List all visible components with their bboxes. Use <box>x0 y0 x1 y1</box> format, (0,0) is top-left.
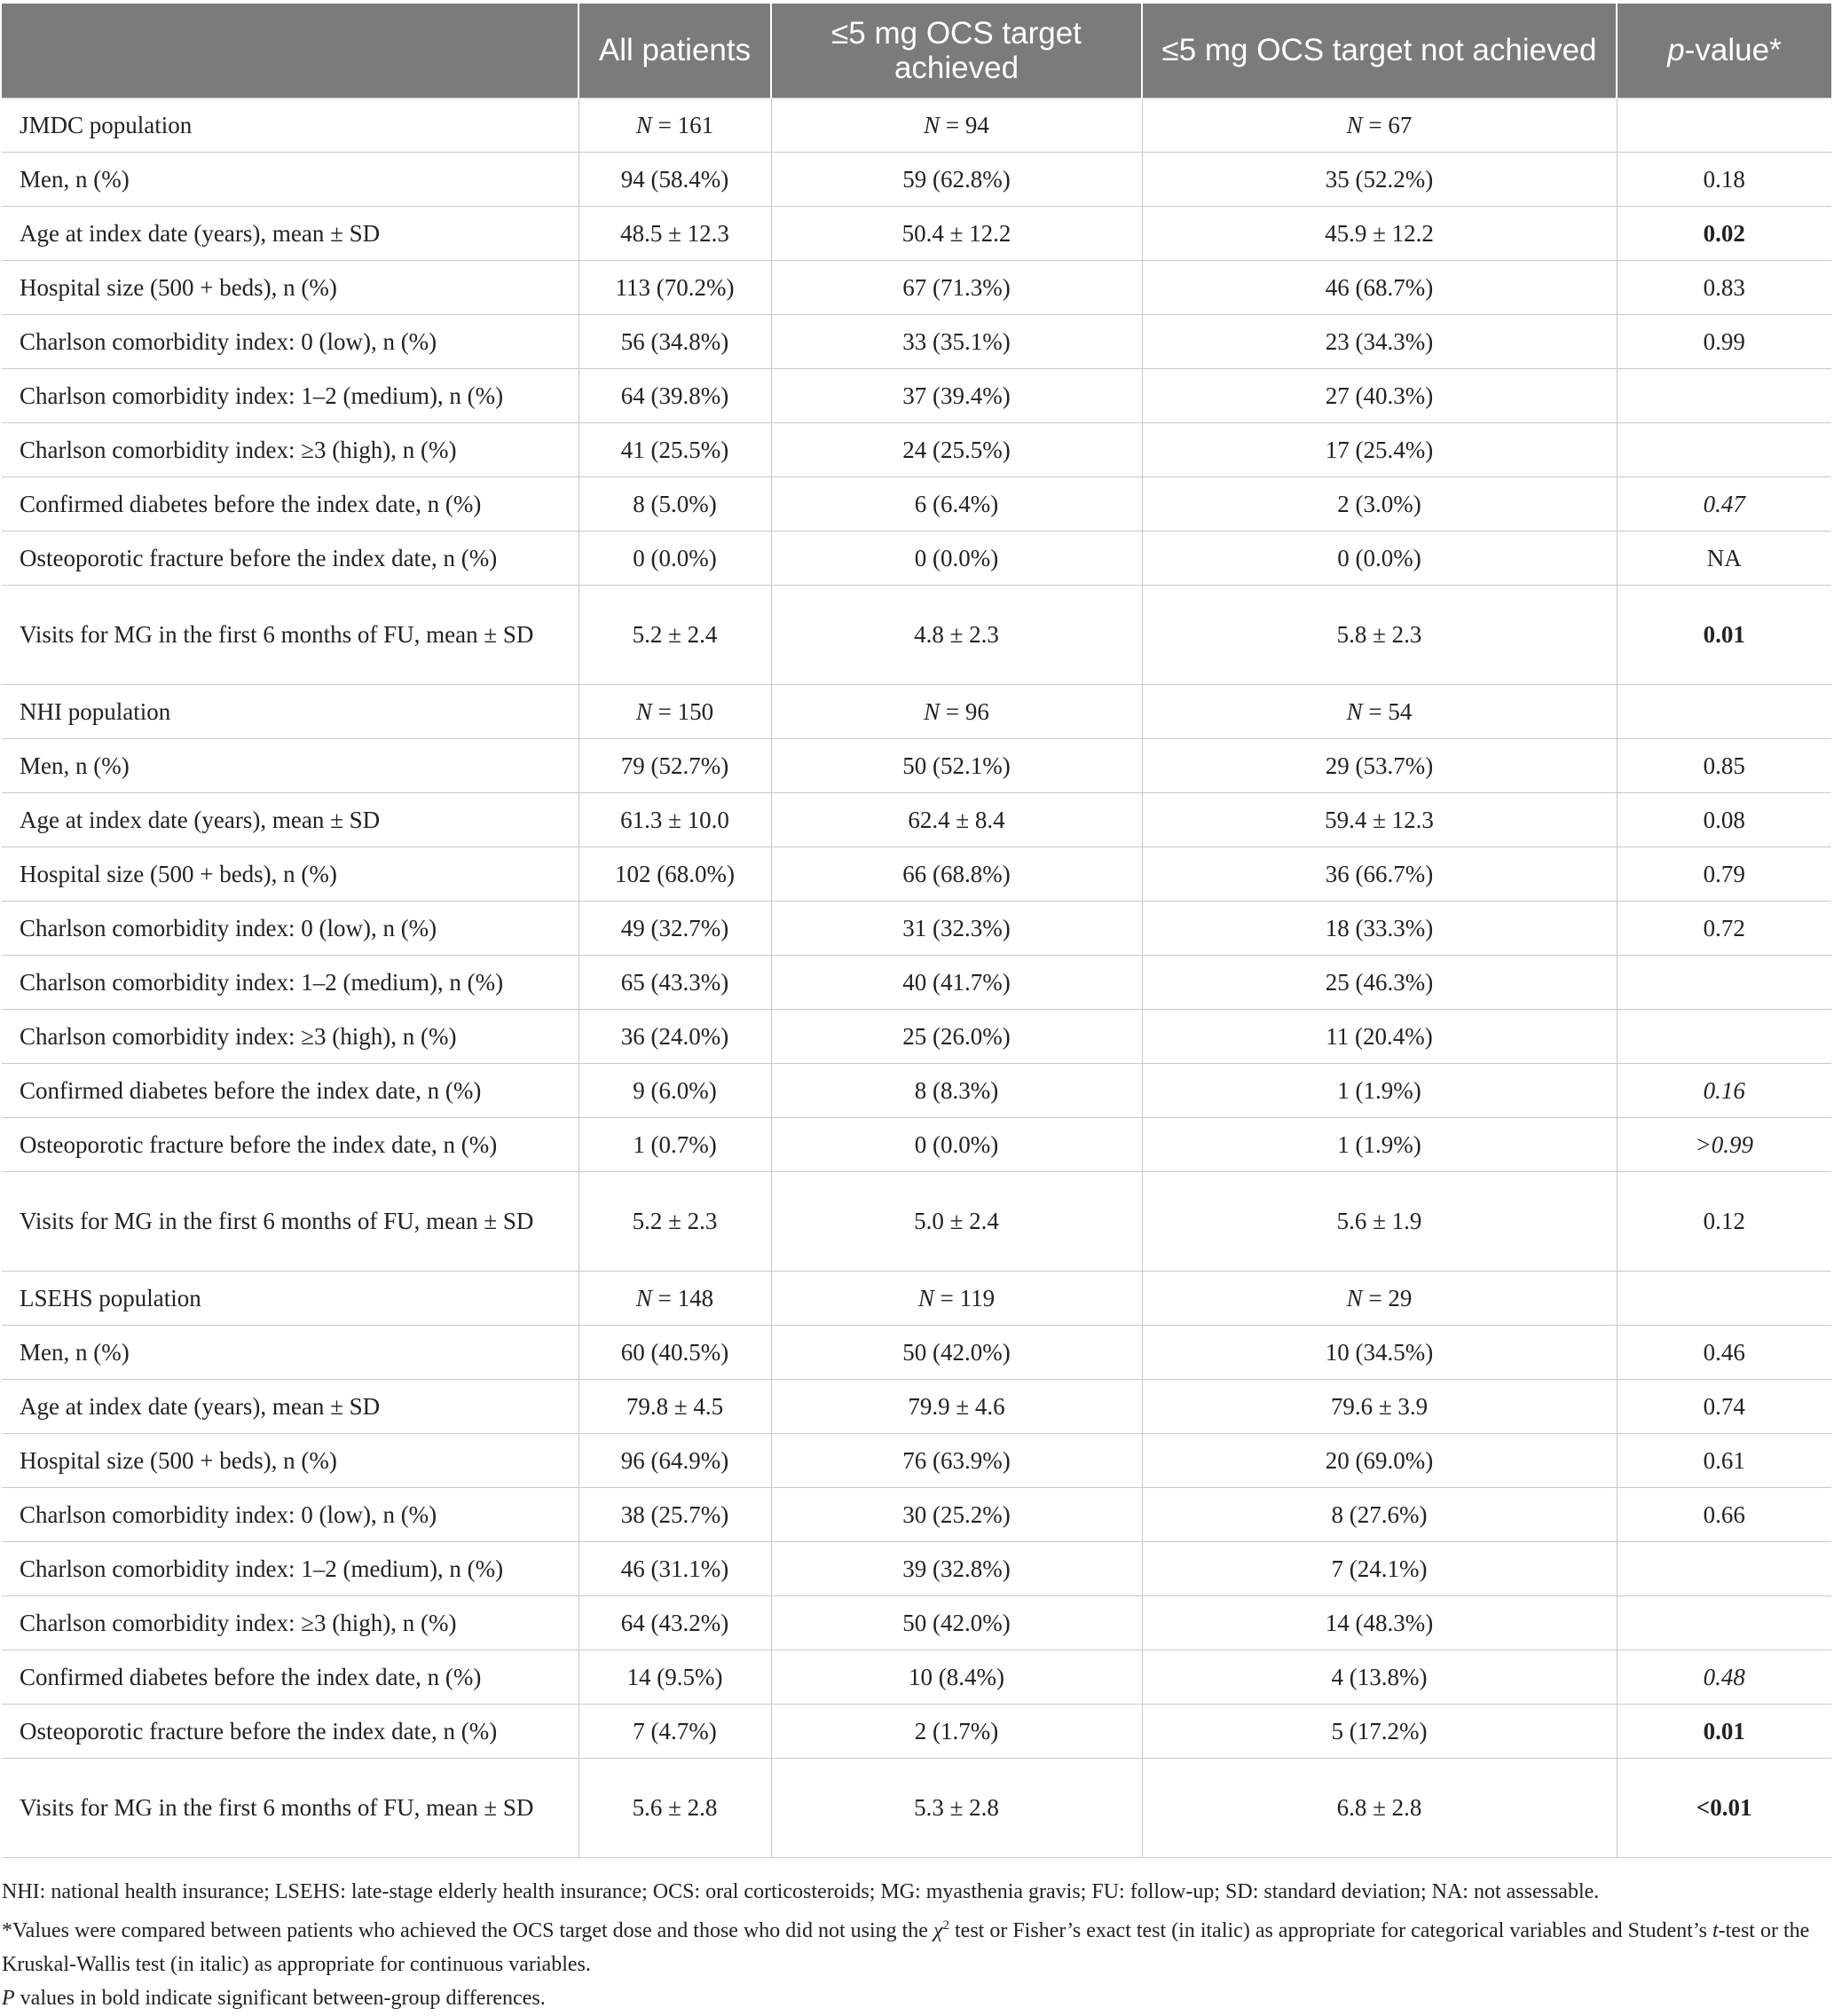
cell-p-value: 0.61 <box>1617 1433 1831 1487</box>
table-row <box>2 1758 1831 1857</box>
row-label: Charlson comorbidity index: 0 (low), n (%) <box>2 901 579 955</box>
row-label: Hospital size (500 + beds), n (%) <box>2 1433 579 1487</box>
cell-p-value: 0.85 <box>1617 738 1831 792</box>
table-row <box>2 152 1831 206</box>
row-label: Visits for MG in the first 6 months of FU, mean ± SD <box>2 1758 579 1857</box>
cell-target-not-achieved: 79.6 ± 3.9 <box>1142 1379 1617 1433</box>
cell-target-not-achieved: 27 (40.3%) <box>1142 368 1617 422</box>
cell-p-value: 0.01 <box>1617 585 1831 684</box>
cell-p-value: 0.66 <box>1617 1487 1831 1541</box>
cell-p-value: 0.12 <box>1617 1171 1831 1271</box>
cell-target-achieved: 50.4 ± 12.2 <box>771 206 1142 260</box>
cell-target-achieved: 40 (41.7%) <box>771 955 1142 1009</box>
row-label: Men, n (%) <box>2 1325 579 1379</box>
cell-p-value <box>1617 1541 1831 1595</box>
cell-p-value <box>1617 1009 1831 1063</box>
row-label: Charlson comorbidity index: 0 (low), n (%) <box>2 314 579 368</box>
cell-all-patients: 5.6 ± 2.8 <box>579 1758 771 1857</box>
cell-target-achieved: 59 (62.8%) <box>771 152 1142 206</box>
cell-all-patients: 64 (39.8%) <box>579 368 771 422</box>
table-row <box>2 1433 1831 1487</box>
cell-p-value: 0.74 <box>1617 1379 1831 1433</box>
table-row <box>2 585 1831 684</box>
cell-p-value: <0.01 <box>1617 1758 1831 1857</box>
cell-target-not-achieved: 59.4 ± 12.3 <box>1142 792 1617 847</box>
section-n-n-all: N = 150 <box>579 684 771 738</box>
cell-all-patients: 48.5 ± 12.3 <box>579 206 771 260</box>
header-p-value: p-value* <box>1617 4 1831 98</box>
table-row <box>2 1379 1831 1433</box>
cell-p-value: >0.99 <box>1617 1117 1831 1171</box>
section-p-empty <box>1617 1271 1831 1325</box>
header-target-not-achieved: ≤5 mg OCS target not achieved <box>1142 4 1617 98</box>
cell-all-patients: 56 (34.8%) <box>579 314 771 368</box>
cell-all-patients: 113 (70.2%) <box>579 260 771 314</box>
row-label: Confirmed diabetes before the index date, n (%) <box>2 476 579 531</box>
row-label: Visits for MG in the first 6 months of FU, mean ± SD <box>2 1171 579 1271</box>
cell-target-achieved: 50 (52.1%) <box>771 738 1142 792</box>
cell-target-not-achieved: 10 (34.5%) <box>1142 1325 1617 1379</box>
cell-target-not-achieved: 29 (53.7%) <box>1142 738 1617 792</box>
table-row <box>2 314 1831 368</box>
cell-target-not-achieved: 5.8 ± 2.3 <box>1142 585 1617 684</box>
cell-p-value: 0.16 <box>1617 1063 1831 1117</box>
row-label: Age at index date (years), mean ± SD <box>2 1379 579 1433</box>
cell-target-not-achieved: 36 (66.7%) <box>1142 847 1617 901</box>
footnote-statistics: *Values were compared between patients who achieved the OCS target dose and those who did not using the $\chi^2$ test or Fisher’s exact test (in italic) as appropriate for categorical variables and Student’s t-test or the Kruskal-Wallis test (in italic) as appropriate for continuous variables. <box>2 1918 1810 1976</box>
cell-target-achieved: 50 (42.0%) <box>771 1595 1142 1650</box>
cell-p-value: 0.47 <box>1617 476 1831 531</box>
cell-target-achieved: 79.9 ± 4.6 <box>771 1379 1142 1433</box>
row-label: Confirmed diabetes before the index date, n (%) <box>2 1650 579 1704</box>
cell-p-value: 0.08 <box>1617 792 1831 847</box>
cell-all-patients: 8 (5.0%) <box>579 476 771 531</box>
table-row <box>2 1117 1831 1171</box>
cell-p-value <box>1617 1595 1831 1650</box>
table-row <box>2 1171 1831 1271</box>
cell-target-achieved: 4.8 ± 2.3 <box>771 585 1142 684</box>
cell-p-value: 0.79 <box>1617 847 1831 901</box>
cell-target-not-achieved: 8 (27.6%) <box>1142 1487 1617 1541</box>
cell-p-value: 0.48 <box>1617 1650 1831 1704</box>
cell-p-value: 0.02 <box>1617 206 1831 260</box>
section-n-n-not: N = 54 <box>1142 684 1617 738</box>
section-n-n-all: N = 148 <box>579 1271 771 1325</box>
row-label: Age at index date (years), mean ± SD <box>2 206 579 260</box>
section-p-empty <box>1617 98 1831 152</box>
cell-target-not-achieved: 5.6 ± 1.9 <box>1142 1171 1617 1271</box>
cell-target-not-achieved: 23 (34.3%) <box>1142 314 1617 368</box>
table-row <box>2 422 1831 476</box>
table-row <box>2 1595 1831 1650</box>
section-title: LSEHS population <box>2 1271 579 1325</box>
cell-target-achieved: 2 (1.7%) <box>771 1704 1142 1758</box>
cell-target-not-achieved: 1 (1.9%) <box>1142 1063 1617 1117</box>
cell-target-not-achieved: 7 (24.1%) <box>1142 1541 1617 1595</box>
cell-target-achieved: 62.4 ± 8.4 <box>771 792 1142 847</box>
table-header <box>2 4 1831 98</box>
cell-target-not-achieved: 20 (69.0%) <box>1142 1433 1617 1487</box>
cell-all-patients: 94 (58.4%) <box>579 152 771 206</box>
cell-target-not-achieved: 2 (3.0%) <box>1142 476 1617 531</box>
cell-target-not-achieved: 5 (17.2%) <box>1142 1704 1617 1758</box>
cell-p-value <box>1617 368 1831 422</box>
row-label: Charlson comorbidity index: 1–2 (medium), n (%) <box>2 955 579 1009</box>
table-row <box>2 476 1831 531</box>
cell-target-achieved: 24 (25.5%) <box>771 422 1142 476</box>
section-n-n-achieved: N = 119 <box>771 1271 1142 1325</box>
cell-all-patients: 49 (32.7%) <box>579 901 771 955</box>
cell-all-patients: 96 (64.9%) <box>579 1433 771 1487</box>
section-row <box>2 1271 1831 1325</box>
cell-p-value: NA <box>1617 531 1831 585</box>
cell-target-not-achieved: 11 (20.4%) <box>1142 1009 1617 1063</box>
row-label: Visits for MG in the first 6 months of FU, mean ± SD <box>2 585 579 684</box>
cell-target-achieved: 5.0 ± 2.4 <box>771 1171 1142 1271</box>
cell-target-not-achieved: 6.8 ± 2.8 <box>1142 1758 1617 1857</box>
table-row <box>2 1063 1831 1117</box>
row-label: Hospital size (500 + beds), n (%) <box>2 260 579 314</box>
cell-all-patients: 79 (52.7%) <box>579 738 771 792</box>
row-label: Osteoporotic fracture before the index date, n (%) <box>2 1704 579 1758</box>
table-row <box>2 847 1831 901</box>
section-title: NHI population <box>2 684 579 738</box>
table-row <box>2 1009 1831 1063</box>
row-label: Charlson comorbidity index: 1–2 (medium), n (%) <box>2 368 579 422</box>
row-label: Charlson comorbidity index: 1–2 (medium), n (%) <box>2 1541 579 1595</box>
row-label: Charlson comorbidity index: ≥3 (high), n (%) <box>2 422 579 476</box>
cell-all-patients: 65 (43.3%) <box>579 955 771 1009</box>
table-body <box>2 98 1831 1857</box>
cell-all-patients: 5.2 ± 2.4 <box>579 585 771 684</box>
cell-all-patients: 0 (0.0%) <box>579 531 771 585</box>
cell-target-achieved: 5.3 ± 2.8 <box>771 1758 1142 1857</box>
table-row <box>2 206 1831 260</box>
cell-all-patients: 79.8 ± 4.5 <box>579 1379 771 1433</box>
section-n-n-all: N = 161 <box>579 98 771 152</box>
row-label: Charlson comorbidity index: ≥3 (high), n (%) <box>2 1595 579 1650</box>
cell-target-not-achieved: 45.9 ± 12.2 <box>1142 206 1617 260</box>
row-label: Hospital size (500 + beds), n (%) <box>2 847 579 901</box>
cell-target-not-achieved: 18 (33.3%) <box>1142 901 1617 955</box>
cell-p-value: 0.18 <box>1617 152 1831 206</box>
row-label: Confirmed diabetes before the index date, n (%) <box>2 1063 579 1117</box>
cell-all-patients: 9 (6.0%) <box>579 1063 771 1117</box>
cell-all-patients: 64 (43.2%) <box>579 1595 771 1650</box>
table-row <box>2 1541 1831 1595</box>
cell-p-value: 0.72 <box>1617 901 1831 955</box>
cell-target-not-achieved: 0 (0.0%) <box>1142 531 1617 585</box>
cell-all-patients: 7 (4.7%) <box>579 1704 771 1758</box>
table-row <box>2 955 1831 1009</box>
section-title: JMDC population <box>2 98 579 152</box>
row-label: Men, n (%) <box>2 152 579 206</box>
row-label: Charlson comorbidity index: 0 (low), n (%) <box>2 1487 579 1541</box>
table-row <box>2 1704 1831 1758</box>
cell-target-not-achieved: 35 (52.2%) <box>1142 152 1617 206</box>
header-target-achieved: ≤5 mg OCS target achieved <box>771 4 1142 98</box>
cell-all-patients: 36 (24.0%) <box>579 1009 771 1063</box>
section-n-n-achieved: N = 96 <box>771 684 1142 738</box>
section-row <box>2 98 1831 152</box>
cell-p-value <box>1617 955 1831 1009</box>
section-n-n-not: N = 67 <box>1142 98 1617 152</box>
cell-all-patients: 46 (31.1%) <box>579 1541 771 1595</box>
header-label <box>2 4 579 98</box>
cell-target-not-achieved: 4 (13.8%) <box>1142 1650 1617 1704</box>
row-label: Charlson comorbidity index: ≥3 (high), n (%) <box>2 1009 579 1063</box>
cell-all-patients: 1 (0.7%) <box>579 1117 771 1171</box>
cell-all-patients: 5.2 ± 2.3 <box>579 1171 771 1271</box>
table-row <box>2 1325 1831 1379</box>
table-row <box>2 1487 1831 1541</box>
section-n-n-achieved: N = 94 <box>771 98 1142 152</box>
cell-all-patients: 102 (68.0%) <box>579 847 771 901</box>
cell-target-achieved: 0 (0.0%) <box>771 1117 1142 1171</box>
cell-target-achieved: 6 (6.4%) <box>771 476 1142 531</box>
cell-target-achieved: 76 (63.9%) <box>771 1433 1142 1487</box>
table-row <box>2 738 1831 792</box>
cell-target-not-achieved: 17 (25.4%) <box>1142 422 1617 476</box>
table-row <box>2 260 1831 314</box>
cell-target-achieved: 8 (8.3%) <box>771 1063 1142 1117</box>
cell-p-value: 0.83 <box>1617 260 1831 314</box>
footnote-abbreviations: NHI: national health insurance; LSEHS: late-stage elderly health insurance; OCS: oral corticosteroids; MG: myasthenia gravis; FU: follow-up; SD: standard deviation; NA: not assessable. <box>2 1880 1600 1903</box>
table-row <box>2 368 1831 422</box>
cell-target-achieved: 10 (8.4%) <box>771 1650 1142 1704</box>
section-p-empty <box>1617 684 1831 738</box>
cell-all-patients: 14 (9.5%) <box>579 1650 771 1704</box>
row-label: Osteoporotic fracture before the index date, n (%) <box>2 531 579 585</box>
cell-target-achieved: 37 (39.4%) <box>771 368 1142 422</box>
cell-all-patients: 61.3 ± 10.0 <box>579 792 771 847</box>
cell-p-value: 0.99 <box>1617 314 1831 368</box>
cell-target-not-achieved: 25 (46.3%) <box>1142 955 1617 1009</box>
cell-all-patients: 41 (25.5%) <box>579 422 771 476</box>
table-row <box>2 531 1831 585</box>
section-row <box>2 684 1831 738</box>
section-n-n-not: N = 29 <box>1142 1271 1617 1325</box>
cell-all-patients: 60 (40.5%) <box>579 1325 771 1379</box>
cell-target-achieved: 25 (26.0%) <box>771 1009 1142 1063</box>
header-all-patients: All patients <box>579 4 771 98</box>
cell-target-achieved: 0 (0.0%) <box>771 531 1142 585</box>
row-label: Age at index date (years), mean ± SD <box>2 792 579 847</box>
cell-target-achieved: 50 (42.0%) <box>771 1325 1142 1379</box>
footnotes <box>2 1875 1830 2015</box>
table-row <box>2 901 1831 955</box>
row-label: Osteoporotic fracture before the index date, n (%) <box>2 1117 579 1171</box>
cell-target-not-achieved: 14 (48.3%) <box>1142 1595 1617 1650</box>
cell-target-achieved: 66 (68.8%) <box>771 847 1142 901</box>
cell-target-not-achieved: 1 (1.9%) <box>1142 1117 1617 1171</box>
cell-target-not-achieved: 46 (68.7%) <box>1142 260 1617 314</box>
cell-p-value: 0.46 <box>1617 1325 1831 1379</box>
characteristics-table <box>2 4 1831 1858</box>
table-row <box>2 792 1831 847</box>
cell-all-patients: 38 (25.7%) <box>579 1487 771 1541</box>
cell-target-achieved: 67 (71.3%) <box>771 260 1142 314</box>
cell-p-value <box>1617 422 1831 476</box>
cell-target-achieved: 33 (35.1%) <box>771 314 1142 368</box>
cell-target-achieved: 31 (32.3%) <box>771 901 1142 955</box>
row-label: Men, n (%) <box>2 738 579 792</box>
table-row <box>2 1650 1831 1704</box>
cell-target-achieved: 30 (25.2%) <box>771 1487 1142 1541</box>
cell-target-achieved: 39 (32.8%) <box>771 1541 1142 1595</box>
footnote-significance: P values in bold indicate significant between-group differences. <box>2 1987 546 2010</box>
cell-p-value: 0.01 <box>1617 1704 1831 1758</box>
